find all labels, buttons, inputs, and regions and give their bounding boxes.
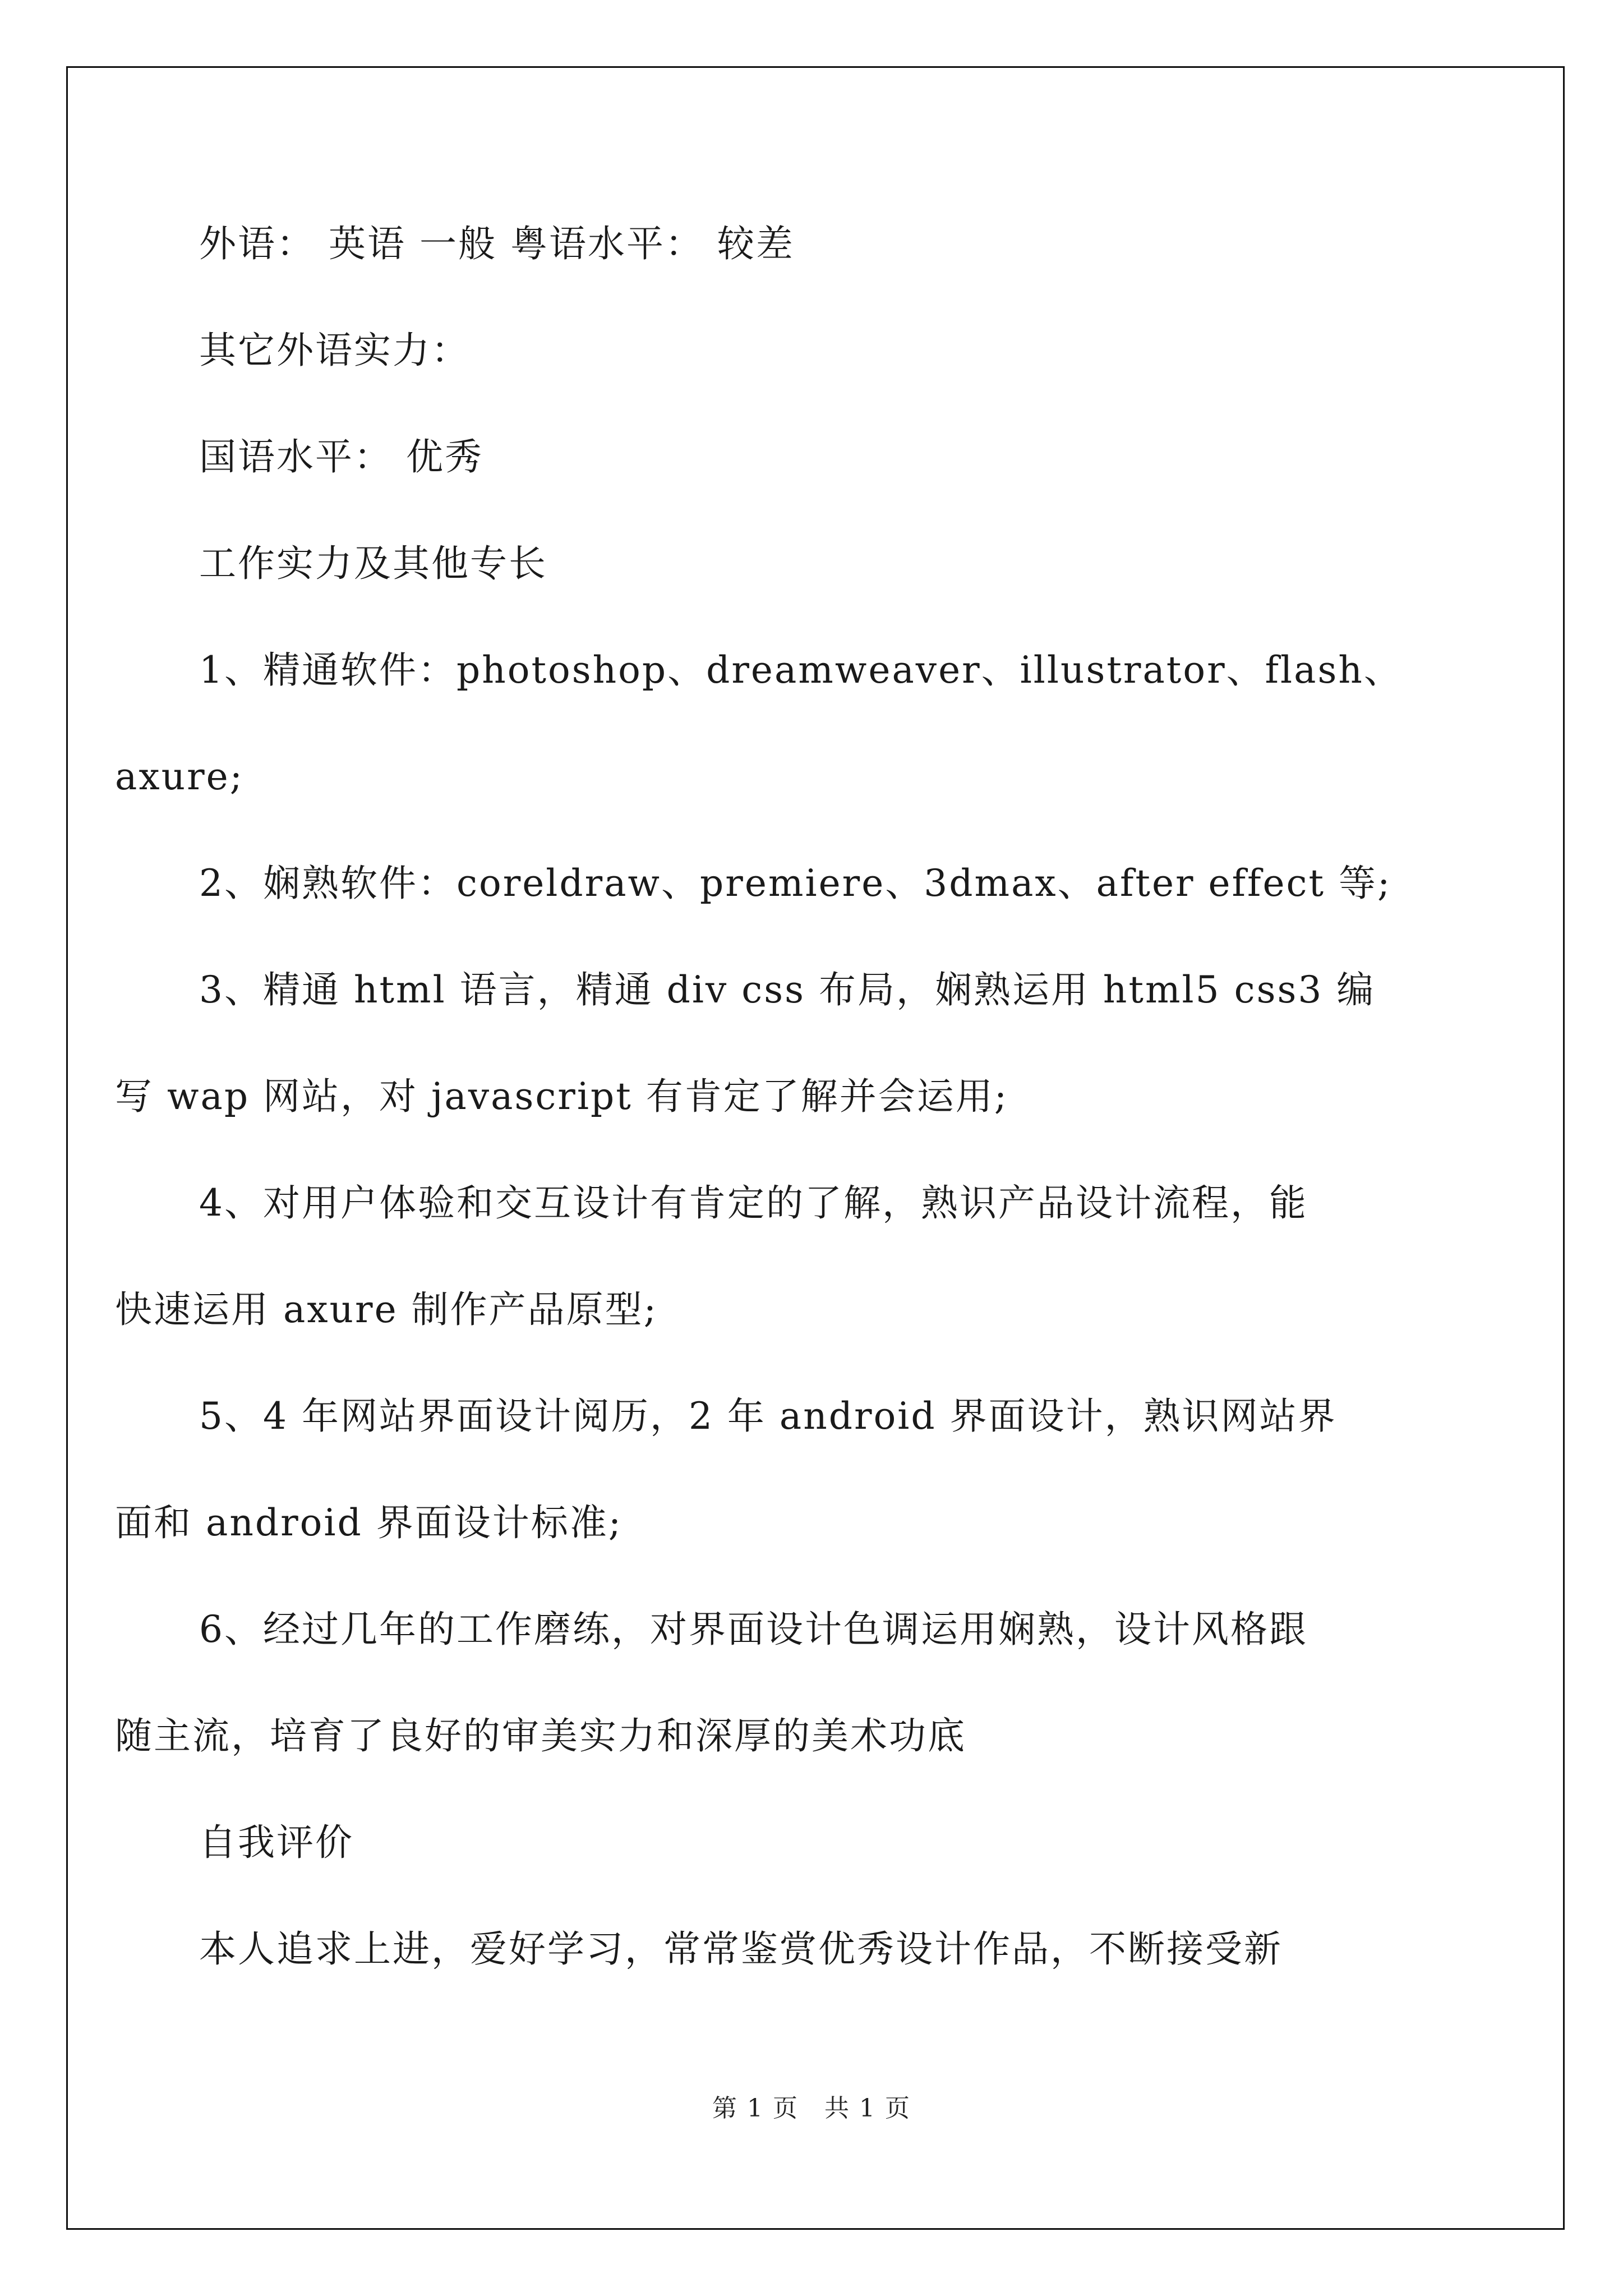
- list-item-3-continued: 写 wap 网站，对 javascript 有肯定了解并会运用;: [115, 1075, 1008, 1118]
- list-item-1: 1、精通软件：photoshop、dreamweaver、illustrator、flash、: [199, 648, 1403, 692]
- text-line-languages: 外语： 英语 一般 粤语水平： 较差: [199, 222, 795, 265]
- text-line-mandarin: 国语水平： 优秀: [199, 435, 483, 478]
- page-border: [66, 66, 1565, 2230]
- list-item-6: 6、经过几年的工作磨练，对界面设计色调运用娴熟，设计风格跟: [199, 1608, 1308, 1651]
- list-item-2: 2、娴熟软件：coreldraw、premiere、3dmax、after effect 等;: [199, 862, 1392, 905]
- list-item-1-continued: axure;: [115, 755, 244, 798]
- list-item-5: 5、4 年网站界面设计阅历，2 年 android 界面设计，熟识网站界: [199, 1395, 1337, 1438]
- list-item-6-continued: 随主流，培育了良好的审美实力和深厚的美术功底: [115, 1714, 966, 1757]
- page-footer: 第 1 页 共 1 页: [712, 2094, 911, 2123]
- list-item-5-continued: 面和 android 界面设计标准;: [115, 1501, 623, 1544]
- list-item-4: 4、对用户体验和交互设计有肯定的了解，熟识产品设计流程，能: [199, 1181, 1308, 1225]
- text-line-self-evaluation: 本人追求上进，爱好学习，常常鉴赏优秀设计作品，不断接受新: [199, 1927, 1283, 1971]
- section-heading-skills: 工作实力及其他专长: [199, 542, 547, 585]
- list-item-3: 3、精通 html 语言，精通 div css 布局，娴熟运用 html5 css3 编: [199, 968, 1376, 1011]
- list-item-4-continued: 快速运用 axure 制作产品原型;: [115, 1288, 658, 1331]
- section-heading-self-evaluation: 自我评价: [199, 1821, 354, 1864]
- text-line-other-languages: 其它外语实力：: [199, 329, 470, 372]
